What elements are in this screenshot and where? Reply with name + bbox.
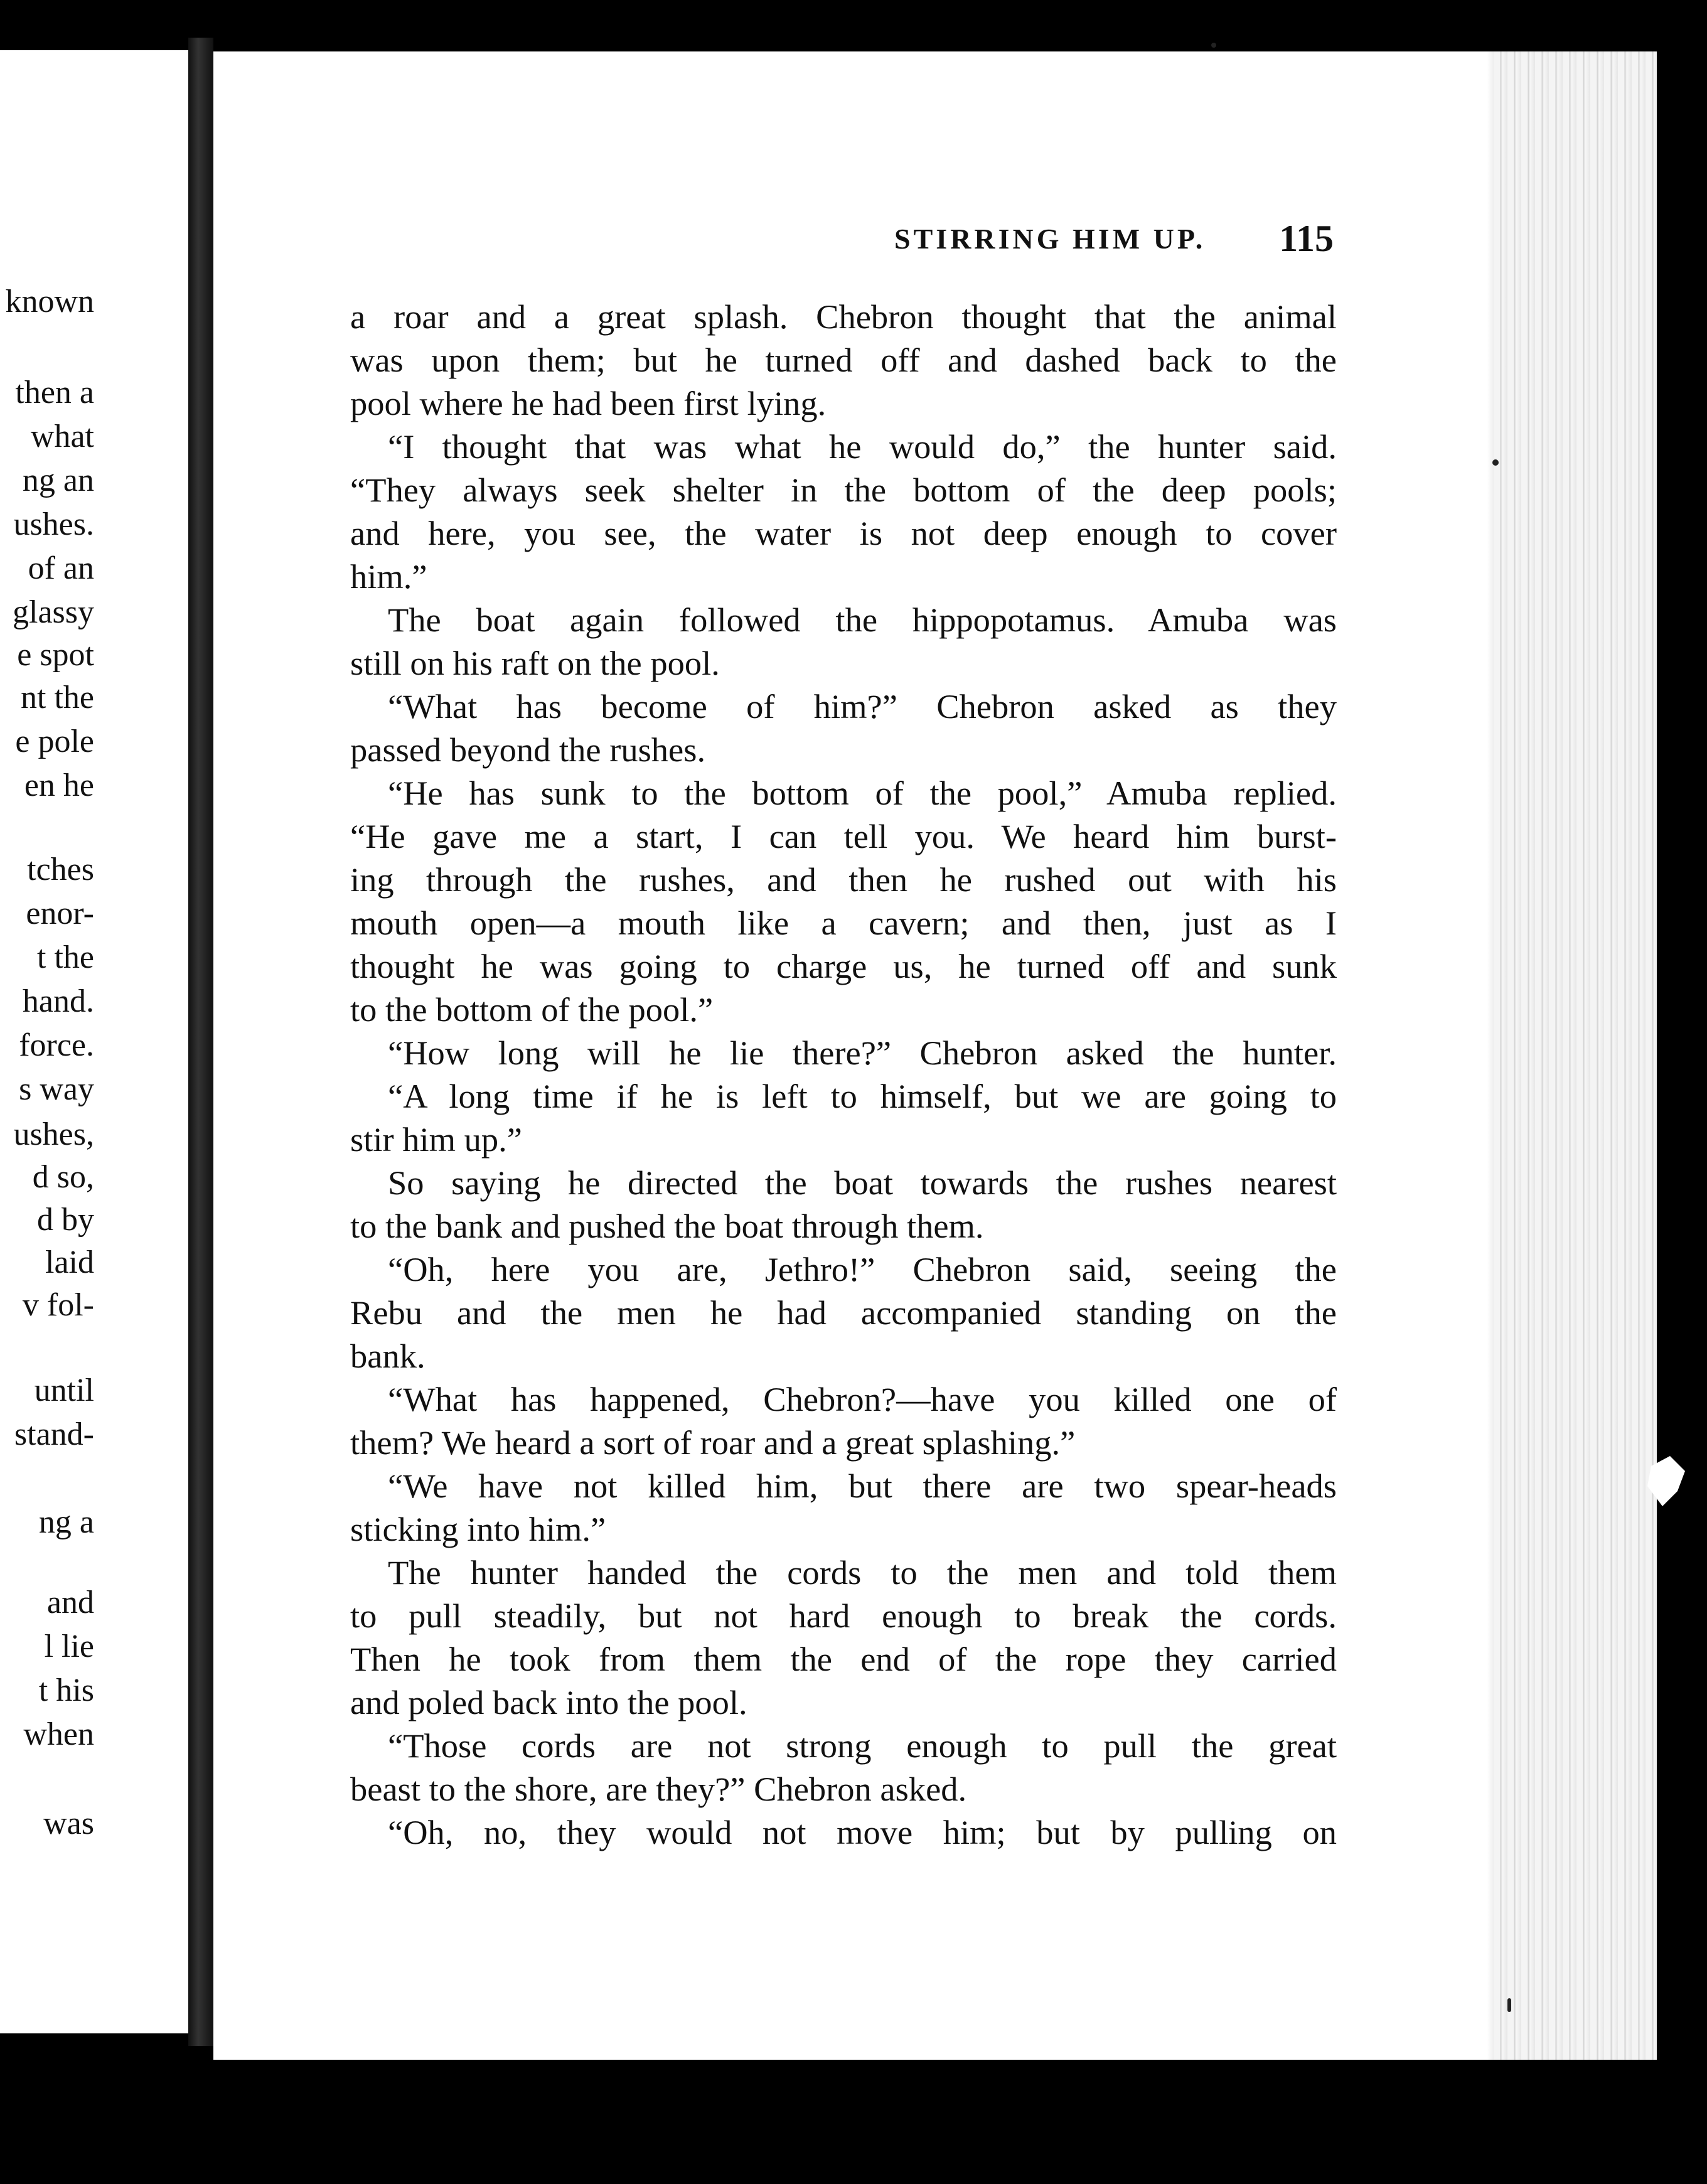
text-line: passed beyond the rushes. (350, 731, 706, 769)
text-line: “He has sunk to the bottom of the pool,” Amuba replied. (388, 774, 1337, 812)
previous-page-line: v fol- (22, 1287, 94, 1323)
previous-page-line: d so, (32, 1159, 94, 1195)
text-line: was upon them; but he turned off and dashed back to the (350, 341, 1337, 379)
previous-page-line: tches (27, 852, 94, 887)
previous-page-line: glassy (13, 594, 94, 630)
text-line: to the bank and pushed the boat through them. (350, 1207, 984, 1245)
text-line: mouth open—a mouth like a cavern; and then, just as I (350, 904, 1337, 942)
previous-page-line: l lie (44, 1629, 94, 1664)
text-line: “What has become of him?” Chebron asked as they (388, 687, 1337, 725)
running-head (351, 218, 1334, 266)
text-line: ing through the rushes, and then he rushed out with his (350, 860, 1337, 899)
text-line: So saying he directed the boat towards the rushes nearest (388, 1164, 1337, 1202)
previous-page-line: nt the (21, 680, 94, 715)
previous-page-line: s way (19, 1071, 94, 1107)
text-line: “What has happened, Chebron?—have you killed one of (388, 1380, 1337, 1418)
previous-page-line: what (30, 419, 94, 454)
previous-page-line: when (23, 1716, 94, 1752)
speck-mark (1507, 1998, 1511, 2012)
text-line: thought he was going to charge us, he turned off and sunk (350, 947, 1337, 985)
text-line: Rebu and the men he had accompanied standing on the (350, 1293, 1337, 1332)
previous-page-line: d by (37, 1202, 94, 1238)
text-line: “Oh, here you are, Jethro!” Chebron said, seeing the (388, 1250, 1337, 1288)
text-line: “They always seek shelter in the bottom of the deep pools; (350, 471, 1337, 509)
text-line: The hunter handed the cords to the men and told them (388, 1553, 1337, 1592)
previous-page-line: t the (37, 939, 94, 975)
text-line: “I thought that was what he would do,” the hunter said. (388, 427, 1337, 466)
text-line: bank. (350, 1337, 425, 1375)
text-line: him.” (350, 557, 427, 596)
previous-page-line: known (5, 284, 94, 319)
text-line: “We have not killed him, but there are two spear-heads (388, 1467, 1337, 1505)
text-line: to pull steadily, but not hard enough to break the cords. (350, 1597, 1337, 1635)
speck-mark (1492, 459, 1499, 466)
previous-page-line: was (43, 1806, 94, 1841)
text-line: stir him up.” (350, 1120, 522, 1159)
text-line: and poled back into the pool. (350, 1683, 747, 1721)
previous-page-line: laid (45, 1245, 94, 1280)
previous-page-line: ng an (22, 463, 94, 498)
text-line: sticking into him.” (350, 1510, 606, 1548)
text-line: still on his raft on the pool. (350, 644, 720, 682)
page-number: 115 (1279, 218, 1334, 259)
text-line: pool where he had been first lying. (350, 384, 827, 422)
previous-page-line: e pole (15, 724, 94, 759)
previous-page-line: enor- (26, 896, 94, 931)
text-line: a roar and a great splash. Chebron thought that the animal (350, 297, 1337, 336)
previous-page-line: ng a (38, 1504, 94, 1540)
previous-page-line: e spot (17, 637, 94, 673)
text-line: and here, you see, the water is not deep enough to cover (350, 514, 1337, 552)
previous-page-line: and (46, 1585, 94, 1620)
text-line: “Those cords are not strong enough to pull the great (388, 1726, 1337, 1765)
previous-page-line: then a (15, 375, 94, 410)
text-line: “A long time if he is left to himself, but we are going to (388, 1077, 1337, 1115)
previous-page-line: force. (19, 1027, 94, 1063)
text-line: “Oh, no, they would not move him; but by pulling on (388, 1813, 1337, 1851)
running-title: STIRRING HIM UP. (894, 223, 1206, 255)
text-line: them? We heard a sort of roar and a great splashing.” (350, 1423, 1076, 1462)
book-page (213, 51, 1494, 2060)
previous-page-line: hand. (22, 983, 94, 1019)
text-line: Then he took from them the end of the rope they carried (350, 1640, 1337, 1678)
previous-page (0, 50, 192, 2033)
previous-page-line: of an (28, 550, 94, 586)
previous-page-line: en he (24, 768, 94, 803)
page-edge-stack (1494, 51, 1657, 2060)
text-line: “He gave me a start, I can tell you. We heard him burst- (350, 817, 1337, 855)
book-gutter (188, 38, 213, 2046)
text-line: beast to the shore, are they?” Chebron asked. (350, 1770, 967, 1808)
previous-page-line: ushes. (13, 506, 94, 542)
previous-page-line: stand- (14, 1416, 94, 1452)
text-line: to the bottom of the pool.” (350, 990, 714, 1029)
speck-mark (1211, 43, 1216, 48)
previous-page-line: ushes, (13, 1116, 94, 1152)
previous-page-text-fragments (0, 50, 94, 2033)
previous-page-line: until (34, 1373, 94, 1408)
body-text (350, 295, 1337, 1854)
text-line: “How long will he lie there?” Chebron asked the hunter. (388, 1034, 1337, 1072)
text-line: The boat again followed the hippopotamus. Amuba was (388, 601, 1337, 639)
previous-page-line: t his (38, 1673, 94, 1708)
